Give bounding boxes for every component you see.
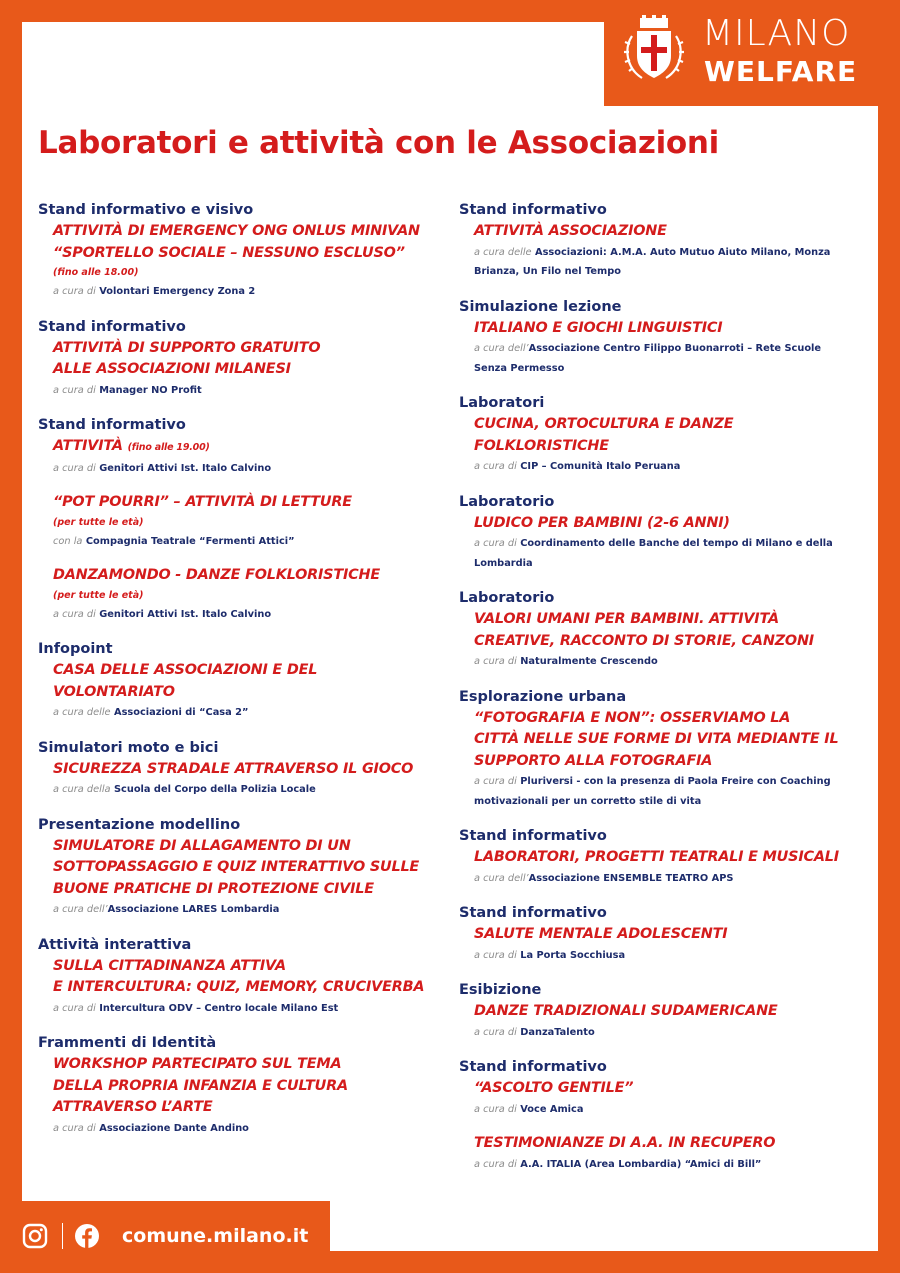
entry-category: Stand informativo xyxy=(459,905,607,921)
entry-category: Presentazione modellino xyxy=(38,816,241,833)
entry-activity: VOLONTARIATO xyxy=(53,683,175,700)
entry-organizer: a cura di Volontari Emergency Zona 2 xyxy=(53,286,256,297)
program-entry xyxy=(459,687,874,812)
left-column xyxy=(38,200,448,1153)
entry-activity: ATTIVITÀ DI SUPPORTO GRATUITO xyxy=(53,339,321,356)
program-entry xyxy=(459,393,874,477)
program-entry xyxy=(459,492,874,574)
logo-line-milano: MILANO xyxy=(702,13,851,54)
right-column xyxy=(459,200,874,1189)
footer-website-link[interactable]: comune.milano.it xyxy=(122,1225,309,1247)
entry-activity: LABORATORI, PROGETTI TEATRALI E MUSICALI xyxy=(474,849,839,865)
milano-welfare-logo xyxy=(604,0,900,106)
entry-activity: DELLA PROPRIA INFANZIA E CULTURA xyxy=(53,1077,348,1094)
entry-activity: CASA DELLE ASSOCIAZIONI E DEL xyxy=(53,662,318,678)
entry-organizer: a cura di Associazione Dante Andino xyxy=(53,1122,249,1134)
entry-category: Attività interattiva xyxy=(38,936,192,953)
entry-organizer: con la Compagnia Teatrale “Fermenti Attici” xyxy=(53,535,295,547)
entry-organizer-cont: Brianza, Un Filo nel Tempo xyxy=(474,266,621,277)
entry-organizer: a cura di La Porta Socchiusa xyxy=(474,949,626,961)
program-entry xyxy=(38,415,448,624)
entry-category: Stand informativo xyxy=(38,318,186,335)
entry-category: Stand informativo xyxy=(459,202,607,218)
entry-organizer: a cura della Scuola del Corpo della Polizia Locale xyxy=(53,784,316,795)
entry-organizer-cont: Lombardia xyxy=(474,557,533,569)
entry-category: Laboratorio xyxy=(459,493,555,510)
entry-organizer: a cura di Intercultura ODV – Centro locale Milano Est xyxy=(53,1002,339,1014)
entry-activity: WORKSHOP PARTECIPATO SUL TEMA xyxy=(53,1056,342,1072)
entry-activity: CUCINA, ORTOCULTURA E DANZE xyxy=(474,416,734,432)
entry-organizer: a cura delle Associazioni: A.M.A. Auto Mutuo Aiuto Milano, Monza xyxy=(474,246,831,258)
entry-activity: “POT POURRI” – ATTIVITÀ DI LETTURE xyxy=(53,494,352,510)
program-entry xyxy=(459,1057,874,1174)
sub-entry xyxy=(38,565,448,624)
entry-organizer-cont: motivazionali per un corretto stile di vita xyxy=(474,795,702,807)
page-title: Laboratori e attività con le Associazioni xyxy=(38,125,720,161)
program-entry xyxy=(459,297,874,379)
entry-activity: “SPORTELLO SOCIALE – NESSUNO ESCLUSO” xyxy=(53,244,405,261)
logo-line-welfare: WELFARE xyxy=(704,55,858,88)
entry-activity: CITTÀ NELLE SUE FORME DI VITA MEDIANTE IL xyxy=(474,731,839,747)
entry-organizer-cont: Senza Permesso xyxy=(474,362,565,374)
entry-organizer: a cura di A.A. ITALIA (Area Lombardia) “Amici di Bill” xyxy=(474,1158,762,1170)
entry-activity: ITALIANO E GIOCHI LINGUISTICI xyxy=(474,319,723,336)
entry-note: (per tutte le età) xyxy=(53,589,144,601)
entry-activity: ALLE ASSOCIAZIONI MILANESI xyxy=(53,361,291,377)
entry-activity: SICUREZZA STRADALE ATTRAVERSO IL GIOCO xyxy=(53,760,414,777)
entry-organizer: a cura dell’Associazione ENSEMBLE TEATRO APS xyxy=(474,872,734,884)
orange-frame-left xyxy=(0,0,22,1273)
program-entry xyxy=(459,903,874,965)
sub-entry xyxy=(38,492,448,551)
entry-activity: FOLKLORISTICHE xyxy=(474,437,609,454)
footer-divider xyxy=(62,1223,63,1249)
entry-category: Stand informativo xyxy=(459,828,607,844)
entry-activity: TESTIMONIANZE DI A.A. IN RECUPERO xyxy=(474,1135,776,1151)
entry-category: Frammenti di Identità xyxy=(38,1035,217,1051)
orange-frame-right xyxy=(878,0,900,1273)
entry-category: Laboratori xyxy=(459,395,545,411)
entry-category: Simulazione lezione xyxy=(459,298,622,315)
program-entry xyxy=(38,935,448,1019)
entry-category: Stand informativo xyxy=(459,1059,607,1075)
entry-organizer: a cura dell’Associazione LARES Lombardia xyxy=(53,904,280,915)
entry-organizer: a cura di Voce Amica xyxy=(474,1103,584,1115)
program-entry xyxy=(38,1033,448,1138)
entry-category: Stand informativo e visivo xyxy=(38,202,254,218)
entry-note: (per tutte le età) xyxy=(53,516,144,528)
entry-activity: SIMULATORE DI ALLAGAMENTO DI UN xyxy=(53,837,351,854)
milan-crest-icon xyxy=(622,14,686,84)
entry-organizer: a cura di Pluriversi - con la presenza di Paola Freire con Coaching xyxy=(474,776,831,787)
facebook-icon[interactable] xyxy=(74,1223,100,1249)
entry-category: Esplorazione urbana xyxy=(459,688,627,705)
program-entry xyxy=(38,200,448,302)
program-entry xyxy=(459,980,874,1042)
entry-activity: ATTIVITÀ ASSOCIAZIONE xyxy=(474,223,667,239)
entry-category: Esibizione xyxy=(459,982,542,998)
program-entry xyxy=(38,317,448,401)
entry-organizer: a cura di DanzaTalento xyxy=(474,1026,595,1038)
entry-note: (fino alle 18.00) xyxy=(53,267,139,278)
program-entry xyxy=(38,639,448,723)
entry-activity: ATTRAVERSO L’ARTE xyxy=(53,1099,213,1115)
entry-activity: SUPPORTO ALLA FOTOGRAFIA xyxy=(474,752,713,769)
entry-category: Laboratorio xyxy=(459,590,555,606)
entry-activity: DANZAMONDO - DANZE FOLKLORISTICHE xyxy=(53,567,380,583)
program-entry xyxy=(38,738,448,800)
entry-category: Stand informativo xyxy=(38,417,186,433)
entry-organizer: a cura di CIP – Comunità Italo Peruana xyxy=(474,461,681,472)
instagram-icon[interactable] xyxy=(22,1223,48,1249)
program-entry xyxy=(459,826,874,888)
program-entry xyxy=(459,200,874,282)
entry-activity: ATTIVITÀ (fino alle 19.00) xyxy=(53,438,210,454)
entry-organizer: a cura di Genitori Attivi Ist. Italo Calvino xyxy=(53,462,272,474)
entry-activity: E INTERCULTURA: QUIZ, MEMORY, CRUCIVERBA xyxy=(53,979,425,995)
entry-organizer: a cura di Naturalmente Crescendo xyxy=(474,656,658,667)
entry-activity: ATTIVITÀ DI EMERGENCY ONG ONLUS MINIVAN xyxy=(53,223,420,239)
sub-entry xyxy=(459,1133,874,1174)
entry-activity: BUONE PRATICHE DI PROTEZIONE CIVILE xyxy=(53,880,374,897)
program-entry xyxy=(459,588,874,672)
entry-organizer: a cura dell’Associazione Centro Filippo Buonarroti – Rete Scuole xyxy=(474,343,822,354)
entry-activity: CREATIVE, RACCONTO DI STORIE, CANZONI xyxy=(474,632,814,649)
entry-activity: SALUTE MENTALE ADOLESCENTI xyxy=(474,926,728,942)
entry-organizer: a cura di Genitori Attivi Ist. Italo Calvino xyxy=(53,608,272,620)
entry-activity: VALORI UMANI PER BAMBINI. ATTIVITÀ xyxy=(474,611,779,627)
footer-bar xyxy=(0,1201,330,1273)
entry-activity: DANZE TRADIZIONALI SUDAMERICANE xyxy=(474,1003,778,1019)
entry-organizer: a cura delle Associazioni di “Casa 2” xyxy=(53,707,249,718)
program-entry xyxy=(38,815,448,920)
entry-organizer: a cura di Manager NO Profit xyxy=(53,384,202,396)
entry-activity: “ASCOLTO GENTILE” xyxy=(474,1080,634,1096)
entry-category: Infopoint xyxy=(38,641,113,657)
entry-activity: SULLA CITTADINANZA ATTIVA xyxy=(53,957,286,974)
entry-activity: “FOTOGRAFIA E NON”: OSSERVIAMO LA xyxy=(474,709,791,726)
entry-category: Simulatori moto e bici xyxy=(38,739,219,756)
entry-activity: SOTTOPASSAGGIO E QUIZ INTERATTIVO SULLE xyxy=(53,859,420,875)
entry-organizer: a cura di Coordinamento delle Banche del tempo di Milano e della xyxy=(474,538,833,549)
entry-note: (fino alle 19.00) xyxy=(127,442,210,453)
entry-activity: LUDICO PER BAMBINI (2-6 ANNI) xyxy=(474,514,730,531)
